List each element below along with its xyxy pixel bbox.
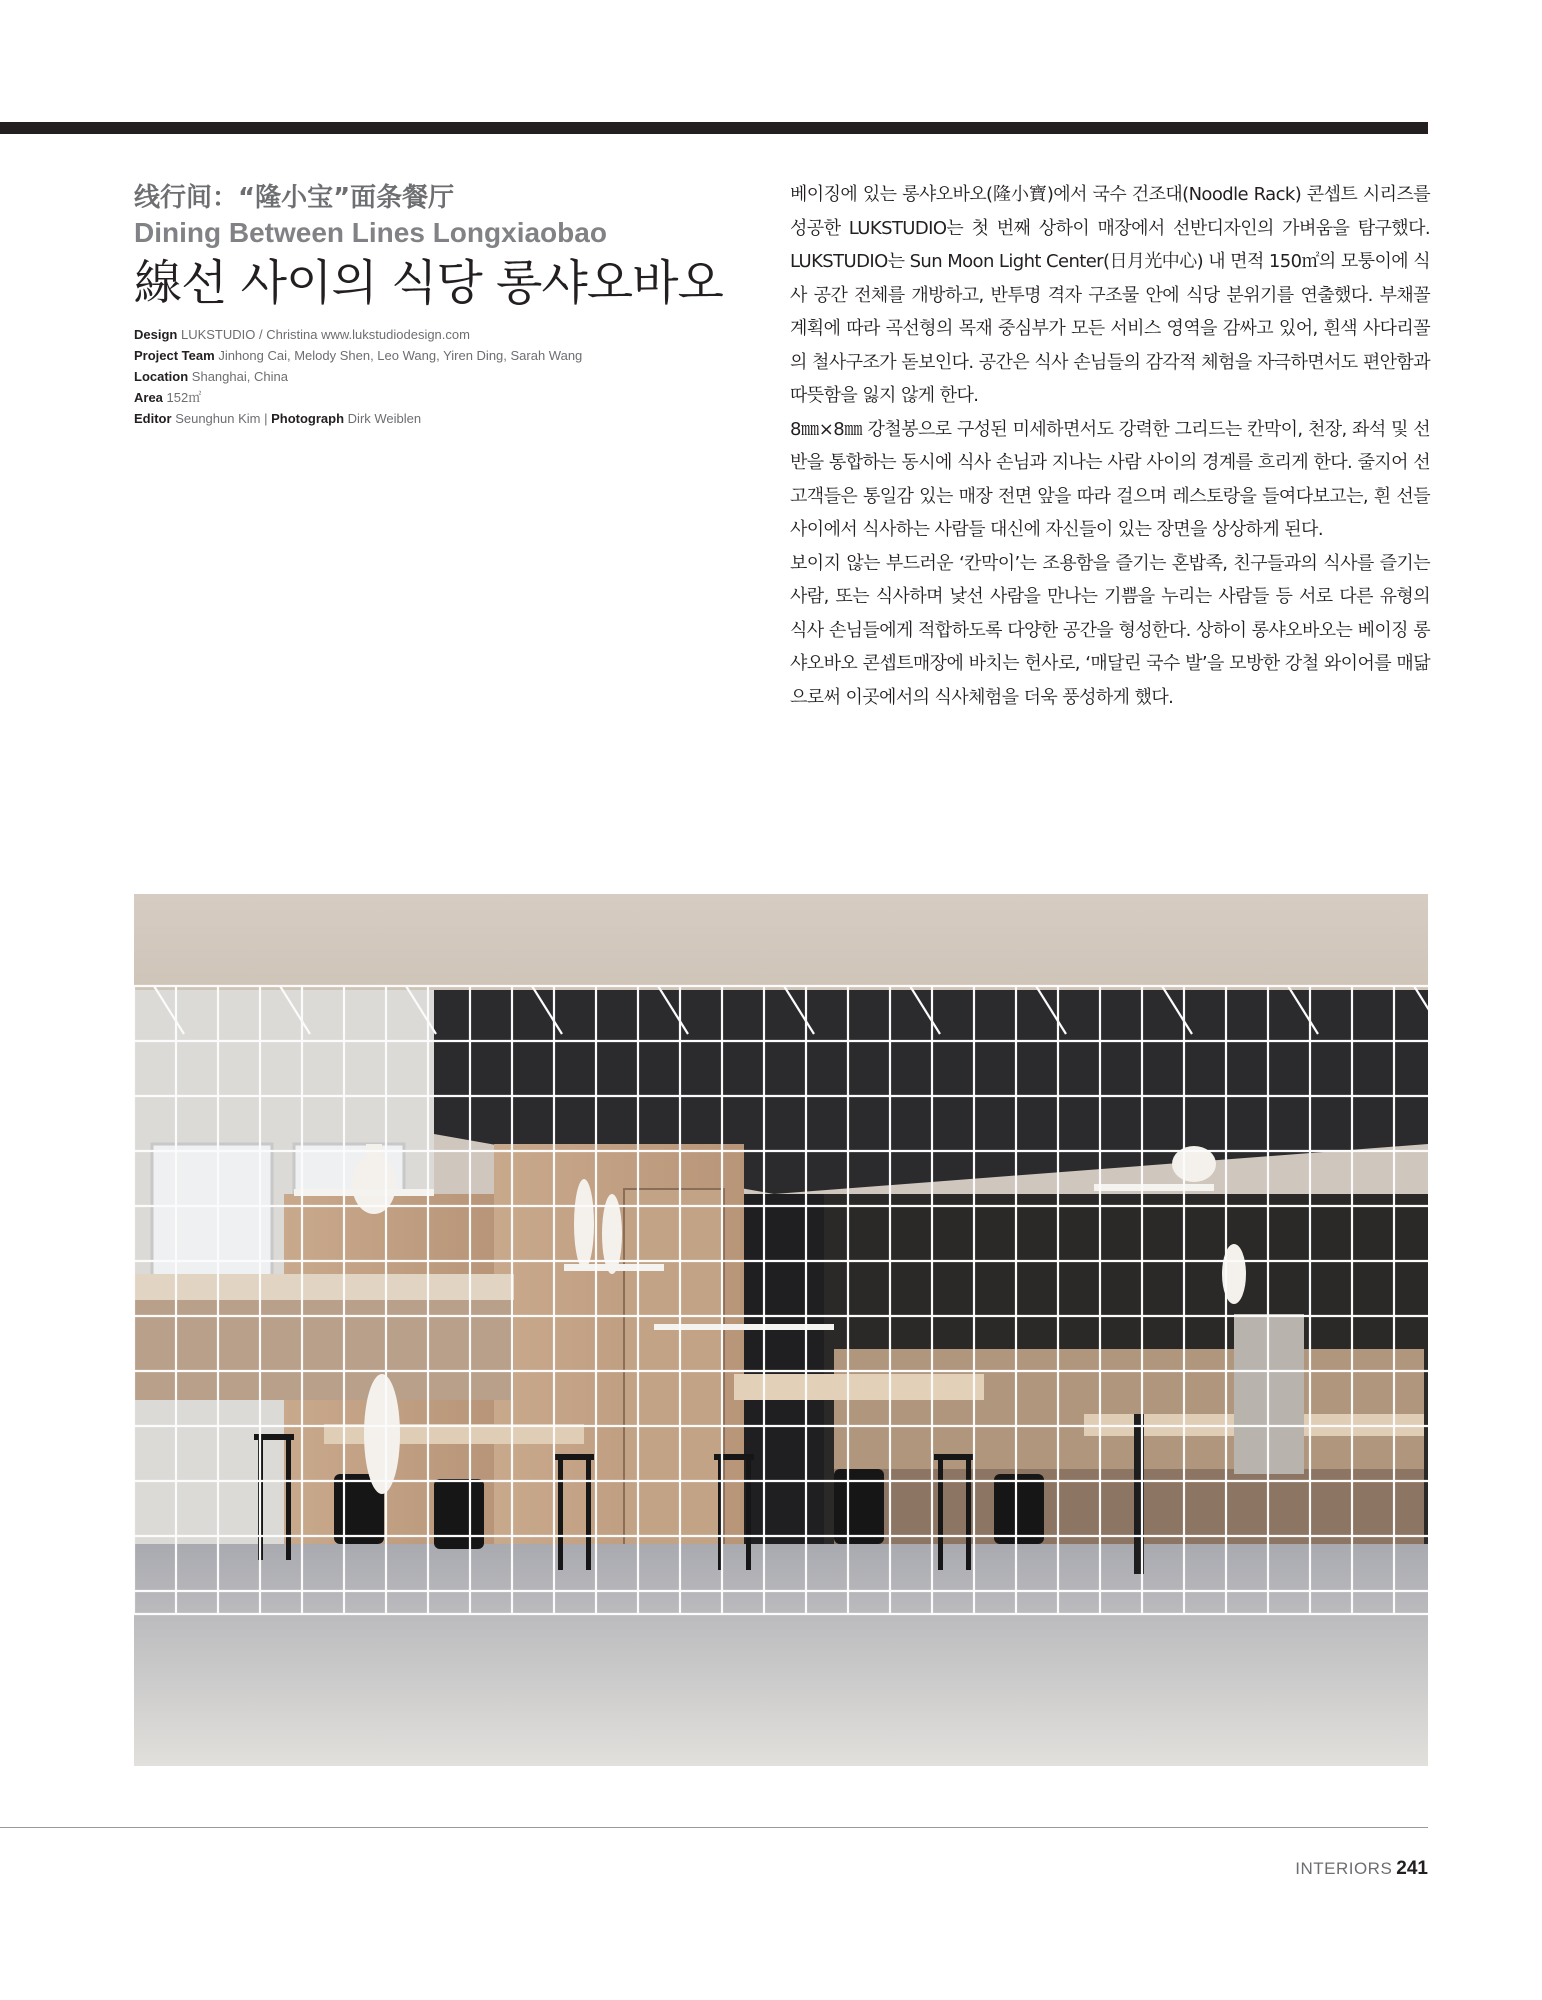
magazine-name: INTERIORS (1295, 1859, 1393, 1878)
body-paragraph-2: 8㎜×8㎜ 강철봉으로 구성된 미세하면서도 강력한 그리드는 칸막이, 천장, 좌석 및 선반을 통합하는 동시에 식사 손님과 지나는 사람 사이의 경계를 흐리게 한다. 줄지어 선 고객들은 통일감 있는 매장 전면 앞을 따라 걸으며 레스토랑을 들여다보고는, 흰 선들 사이에서 식사하는 사람들 대신에 자신들이 있는 장면을 상상하게 된다. (790, 418, 1430, 540)
credit-location: Location Shanghai, China (134, 369, 288, 384)
article-title-block (134, 180, 723, 314)
page-number: 241 (1396, 1858, 1428, 1879)
restaurant-photo-illustration (134, 894, 1428, 1766)
body-paragraph-3: 보이지 않는 부드러운 ‘칸막이’는 조용함을 즐기는 혼밥족, 친구들과의 식사를 즐기는 사람, 또는 식사하며 낯선 사람을 만나는 기쁨을 누리는 사람들 등 서로 다른 유형의 식사 손님들에게 적합하도록 다양한 공간을 형성한다. 상하이 롱샤오바오는 베이징 롱샤오바오 콘셉트매장에 바치는 헌사로, ‘매달린 국수 발’을 모방한 강철 와이어를 매닮으로써 이곳에서의 식사체험을 더욱 풍성하게 했다. (790, 552, 1430, 708)
page-folio (1295, 1858, 1428, 1880)
restaurant-photo (134, 894, 1428, 1766)
credit-team: Project Team Jinhong Cai, Melody Shen, Leo Wang, Yiren Ding, Sarah Wang (134, 348, 583, 363)
title-english: Dining Between Lines Longxiaobao (134, 217, 607, 248)
credit-area: Area 152㎡ (134, 390, 202, 405)
article-body (790, 178, 1430, 714)
title-chinese: 线行间：“隆小宝”面条餐厅 (134, 183, 455, 213)
title-korean: 線선 사이의 식당 롱샤오바오 (134, 255, 723, 311)
body-paragraph-1: 베이징에 있는 롱샤오바오(隆小寶)에서 국수 건조대(Noodle Rack) 콘셉트 시리즈를 성공한 LUKSTUDIO는 첫 번째 상하이 매장에서 선반디자인의 가벼움을 탐구했다. LUKSTUDIO는 Sun Moon Light Center(日月光中心) 내 면적 150㎡의 모퉁이에 식사 공간 전체를 개방하고, 반투명 격자 구조물 안에 식당 분위기를 연출했다. 부채꼴 계획에 따라 곡선형의 목재 중심부가 모든 서비스 영역을 감싸고 있어, 흰색 사다리꼴의 철사구조가 돋보인다. 공간은 식사 손님들의 감각적 체험을 자극하면서도 편안함과 따뜻함을 잃지 않게 한다. (790, 184, 1430, 406)
credit-editor-photo: Editor Seunghun Kim | Photograph Dirk Weiblen (134, 411, 422, 426)
project-credits (134, 324, 694, 429)
bottom-rule (0, 1827, 1428, 1828)
credit-design: Design LUKSTUDIO / Christina www.lukstudiodesign.com (134, 327, 470, 342)
top-rule (0, 122, 1428, 134)
